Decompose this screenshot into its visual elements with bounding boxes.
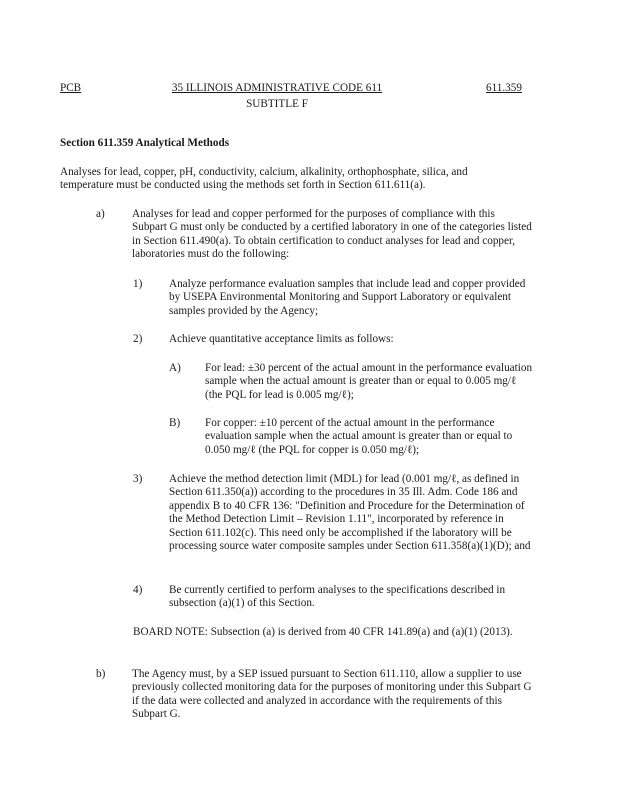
intro-paragraph: Analyses for lead, copper, pH, conductivity, calcium, alkalinity, orthophosphate, silica, and temperature must be conducted using the methods set forth in Section 611.611(a). [60, 166, 468, 192]
header-code-title: 35 ILLINOIS ADMINISTRATIVE CODE 611 [171, 82, 383, 94]
page-header [60, 82, 530, 114]
board-note: BOARD NOTE: Subsection (a) is derived from 40 CFR 141.89(a) and (a)(1) (2013). [133, 626, 513, 638]
item-4-label: 4) [133, 584, 143, 596]
header-left: PCB [60, 82, 82, 94]
subsection-a-label: a) [96, 208, 105, 220]
item-4-text: Be currently certified to perform analyses to the specifications described in subsection (a)(1) of this Section. [169, 584, 506, 610]
header-subtitle: SUBTITLE F [246, 98, 308, 110]
item-2b-label: B) [169, 417, 181, 429]
item-2a-text: For lead: ±30 percent of the actual amount in the performance evaluation sample when the actual amount is greater than or equal to 0.005 mg/ℓ (the PQL for lead is 0.005 mg/ℓ); [205, 362, 533, 401]
header-section-number: 611.359 [486, 82, 522, 94]
item-2a-label: A) [169, 362, 181, 374]
subsection-a-text: Analyses for lead and copper performed for the purposes of compliance with this Subpart G must only be conducted by a certified laboratory in one of the categories listed in Section 611.490(a). To obtain certification to conduct analyses for lead and copper, laboratories must do the following: [132, 208, 532, 261]
subsection-b-text: The Agency must, by a SEP issued pursuant to Section 611.110, allow a supplier to use previously collected monitoring data for the purposes of monitoring under this Subpart G if the data were collected and analyzed in accordance with the requirements of this Subpart G. [132, 668, 532, 721]
section-title: Section 611.359 Analytical Methods [60, 137, 230, 149]
item-3-label: 3) [133, 473, 143, 485]
item-2-text: Achieve quantitative acceptance limits as follows: [169, 333, 394, 345]
item-2b-text: For copper: ±10 percent of the actual amount in the performance evaluation sample when the actual amount is greater than or equal to 0.050 mg/ℓ (the PQL for copper is 0.050 mg/ℓ); [205, 417, 513, 456]
item-2-label: 2) [133, 333, 143, 345]
item-1-text: Analyze performance evaluation samples that include lead and copper provided by USEPA Environmental Monitoring and Support Laboratory or equivalent samples provided by the Agency; [169, 278, 526, 317]
item-1-label: 1) [133, 278, 143, 290]
item-3-text: Achieve the method detection limit (MDL) for lead (0.001 mg/ℓ, as defined in Section 611.350(a)) according to the procedures in 35 Ill. Adm. Code 186 and appendix B to 40 CFR 136: "Definition and Procedure for the Determination of the Method Detection Limit – Revision 1.11", incorporated by reference in Section 611.102(c). This need only be accomplished if the laboratory will be processing source water composite samples under Section 611.358(a)(1)(D); and [169, 473, 531, 553]
subsection-b-label: b) [96, 668, 106, 680]
